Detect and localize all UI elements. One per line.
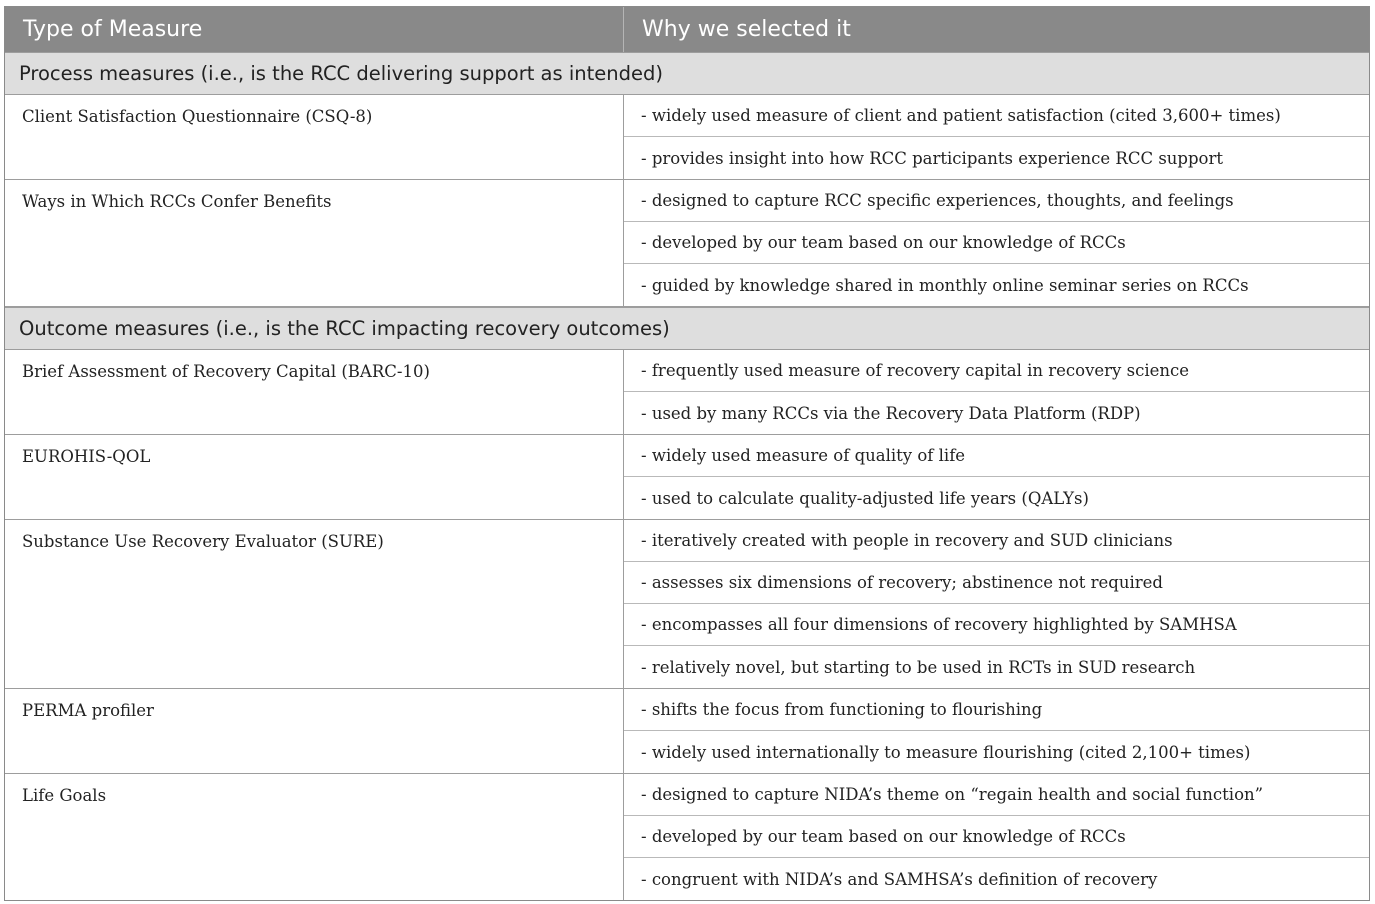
reasons-cell (624, 435, 1369, 519)
table-row (5, 435, 1369, 520)
table-row (5, 520, 1369, 689)
measure-name: Ways in Which RCCs Confer Benefits (5, 180, 624, 306)
reason-item: - used to calculate quality-adjusted life years (QALYs) (641, 488, 1089, 508)
reason-item: - designed to capture RCC specific experiences, thoughts, and feelings (624, 180, 1369, 222)
reason-item: - provides insight into how RCC participants experience RCC support (641, 148, 1223, 168)
reason-item: - developed by our team based on our knowledge of RCCs (624, 222, 1369, 264)
reason-item: - widely used measure of quality of life (624, 435, 1369, 477)
reasons-cell (624, 689, 1369, 773)
reasons-cell (624, 180, 1369, 306)
header-why-selected: Why we selected it (642, 17, 851, 42)
table-row (5, 350, 1369, 435)
reasons-cell (624, 95, 1369, 179)
reason-item: - developed by our team based on our knowledge of RCCs (624, 816, 1369, 858)
reason-item: - widely used internationally to measure flourishing (cited 2,100+ times) (641, 742, 1251, 762)
measure-name: EUROHIS-QOL (5, 435, 624, 519)
measures-table (4, 6, 1370, 901)
reason-item: - congruent with NIDA’s and SAMHSA’s definition of recovery (641, 869, 1158, 889)
measure-name: Substance Use Recovery Evaluator (SURE) (5, 520, 624, 688)
reason-item: - relatively novel, but starting to be used in RCTs in SUD research (641, 657, 1196, 677)
measure-name: PERMA profiler (5, 689, 624, 773)
header-type-of-measure: Type of Measure (5, 7, 624, 52)
measure-name: Client Satisfaction Questionnaire (CSQ-8) (5, 95, 624, 179)
reasons-cell (624, 350, 1369, 434)
table-row (5, 774, 1369, 900)
reasons-cell (624, 774, 1369, 900)
reason-item: - frequently used measure of recovery capital in recovery science (624, 350, 1369, 392)
reason-item: - designed to capture NIDA’s theme on “regain health and social function” (624, 774, 1369, 816)
table-row (5, 180, 1369, 307)
reasons-cell (624, 520, 1369, 688)
reason-item: - widely used measure of client and patient satisfaction (cited 3,600+ times) (624, 95, 1369, 137)
reason-item: - shifts the focus from functioning to flourishing (624, 689, 1369, 731)
measure-name: Brief Assessment of Recovery Capital (BARC-10) (5, 350, 624, 434)
section-header: Outcome measures (i.e., is the RCC impacting recovery outcomes) (5, 307, 1369, 350)
reason-item: - used by many RCCs via the Recovery Data Platform (RDP) (641, 403, 1141, 423)
reason-item: - guided by knowledge shared in monthly online seminar series on RCCs (641, 275, 1249, 295)
measure-name: Life Goals (5, 774, 624, 900)
table-header (5, 7, 1369, 52)
table-row (5, 95, 1369, 180)
table-row (5, 689, 1369, 774)
reason-item: - iteratively created with people in recovery and SUD clinicians (624, 520, 1369, 562)
section-header: Process measures (i.e., is the RCC delivering support as intended) (5, 52, 1369, 95)
table-body (5, 52, 1369, 900)
reason-item: - assesses six dimensions of recovery; abstinence not required (624, 562, 1369, 604)
reason-item: - encompasses all four dimensions of recovery highlighted by SAMHSA (624, 604, 1369, 646)
